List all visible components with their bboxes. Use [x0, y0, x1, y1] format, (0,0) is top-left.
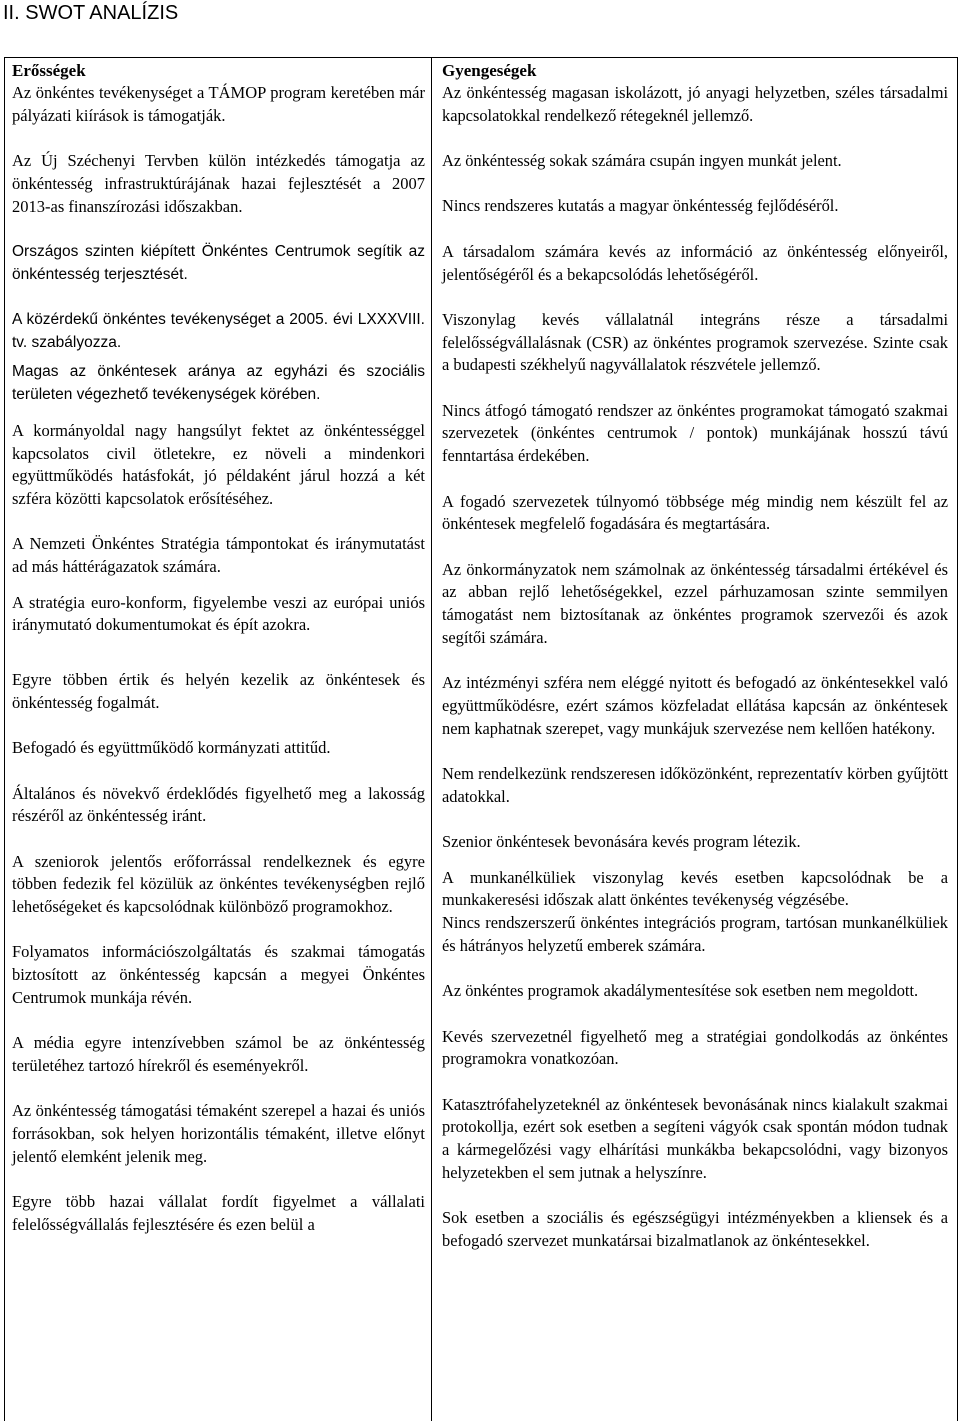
- weakness-item: Sok esetben a szociális és egészségügyi intézményekben a kliensek és a befogadó szervezet munkatársai bizalmatlanok az önkéntesekkel.: [442, 1208, 948, 1250]
- strength-item: Folyamatos információszolgáltatás és szakmai támogatás biztosított az önkéntesség kapcsán a megyei Önkéntes Centrumok munkája révén.: [12, 942, 425, 1007]
- strength-item: Magas az önkéntesek aránya az egyházi és szociális területen végezhető tevékenységek körében.: [12, 363, 425, 404]
- strength-item: Az önkéntesség támogatási témaként szerepel a hazai és uniós forrásokban, sok helyen horizontális témaként, illetve előnyt jelentő elemként jelenik meg.: [12, 1101, 425, 1166]
- weakness-item: Az önkéntes programok akadálymentesítése sok esetben nem megoldott.: [442, 981, 919, 1001]
- strengths-title: Erősségek: [12, 61, 86, 80]
- strength-item: Általános és növekvő érdeklődés figyelhető meg a lakosság részéről az önkéntesség iránt.: [12, 783, 425, 826]
- strength-item: Egyre több hazai vállalat fordít figyelmet a vállalati felelősségvállalás fejlesztésére és ezen belül a: [12, 1192, 425, 1234]
- strength-item: Az Új Széchenyi Tervben külön intézkedés támogatja az önkéntesség infrastruktúrájának hazai fejlesztését a 2007 2013-as finanszírozási időszakban.: [12, 151, 425, 216]
- strength-item: A kormányoldal nagy hangsúlyt fektet az önkéntességgel kapcsolatos civil ötletekre, ez növeli a mindenkori együttműködés hatásfokát, jó példaként járul hozzá a két szféra közötti kapcsolatok erősítéséhez.: [12, 420, 425, 508]
- strength-item: A stratégia euro-konform, figyelembe veszi az európai uniós iránymutató dokumentumokat és épít azokra.: [12, 592, 425, 635]
- weaknesses-column: [432, 58, 956, 1421]
- weakness-item: Nincs átfogó támogató rendszer az önkéntes programokat támogató szakmai szervezetek (önkéntes centrumok / pontok) munkájának hosszú távú fenntartása érdekében.: [442, 400, 948, 466]
- section-heading: II. SWOT ANALÍZIS: [3, 2, 179, 24]
- weakness-item: Az intézményi szféra nem eléggé nyitott és befogadó az önkéntesekkel való együttműködésre, ezért számos közfeladat ellátása kapcsán az önkéntesek nem kaphatnak szerepet, vagy munkájuk szervezése nem kellően hatékony.: [442, 673, 948, 738]
- weakness-item: Viszonylag kevés vállalatnál integráns része a társadalmi felelősségvállalásnak (CSR) az önkéntes programok szervezése. Szinte csak a budapesti székhelyű nagyvállalatok részvétele jellemző.: [442, 309, 948, 375]
- weakness-item: Kevés szervezetnél figyelhető meg a stratégiai gondolkodás az önkéntes programokra vonatkozóan.: [442, 1026, 948, 1069]
- strength-item: A Nemzeti Önkéntes Stratégia támpontokat és iránymutatást ad más háttérágazatok számára.: [12, 534, 425, 576]
- weakness-item: A munkanélküliek viszonylag kevés esetben kapcsolódnak be a munkakeresési időszak alatt önkéntes tevékenység végzésébe.: [442, 867, 948, 910]
- strength-item: Befogadó és együttműködő kormányzati attitűd.: [12, 738, 331, 758]
- strength-item: A szeniorok jelentős erőforrással rendelkeznek és egyre többen fedezik fel közülük az önkéntes tevékenységben rejlő lehetőségeket és kapcsolódnak különböző programokhoz.: [12, 851, 425, 917]
- weakness-item: Szenior önkéntesek bevonására kevés program létezik.: [442, 832, 801, 852]
- weakness-item: A társadalom számára kevés az információ az önkéntesség előnyeiről, jelentőségéről és a bekapcsolódás lehetőségéről.: [442, 241, 948, 284]
- weaknesses-title: Gyengeségek: [442, 61, 537, 80]
- strength-item: Országos szinten kiépített Önkéntes Centrumok segítik az önkéntesség terjesztését.: [12, 242, 425, 283]
- swot-table: [4, 57, 958, 1421]
- weakness-item: Katasztrófahelyzeteknél az önkéntesek bevonásának nincs kialakult szakmai protokollja, ezért sok esetben a segíteni vágyók csak spontán módon tudnak a kármegelőzési vagy elhárítási munkákba bekapcsolódni, vagy bizonyos helyzetekben el sem jutnak a helyszínre.: [442, 1094, 948, 1182]
- strength-item: Az önkéntes tevékenységet a TÁMOP program keretében már pályázati kiírások is támogatják.: [12, 83, 425, 125]
- weakness-item: Az önkéntesség sokak számára csupán ingyen munkát jelent.: [442, 151, 842, 171]
- strength-item: Egyre többen értik és helyén kezelik az önkéntesek és önkéntesség fogalmát.: [12, 670, 425, 712]
- strengths-column: [5, 58, 432, 1421]
- weakness-item: Nincs rendszerszerű önkéntes integrációs program, tartósan munkanélküliek és hátrányos helyzetű emberek számára.: [442, 913, 948, 955]
- weakness-item: A fogadó szervezetek túlnyomó többsége még mindig nem készült fel az önkéntesek megfelelő fogadására és megtartására.: [442, 491, 948, 534]
- strength-item: A média egyre intenzívebben számol be az önkéntesség területéhez tartozó hírekről és eseményekről.: [12, 1033, 425, 1075]
- weakness-item: Az önkormányzatok nem számolnak az önkéntesség társadalmi értékével és az abban rejlő lehetőségekkel, ezzel párhuzamosan szinte semmilyen támogatást nem biztosítanak az önkéntes programok szervezői és azok segítői számára.: [442, 559, 948, 647]
- weakness-item: Az önkéntesség magasan iskolázott, jó anyagi helyzetben, széles társadalmi kapcsolatokkal rendelkező rétegeknél jellemző.: [442, 83, 948, 125]
- weakness-item: Nincs rendszeres kutatás a magyar önkéntesség fejlődéséről.: [442, 196, 839, 216]
- weakness-item: Nem rendelkezünk rendszeresen időközönként, reprezentatív körben gyűjtött adatokkal.: [442, 763, 948, 806]
- strength-item: A közérdekű önkéntes tevékenységet a 2005. évi LXXXVIII. tv. szabályozza.: [12, 310, 425, 351]
